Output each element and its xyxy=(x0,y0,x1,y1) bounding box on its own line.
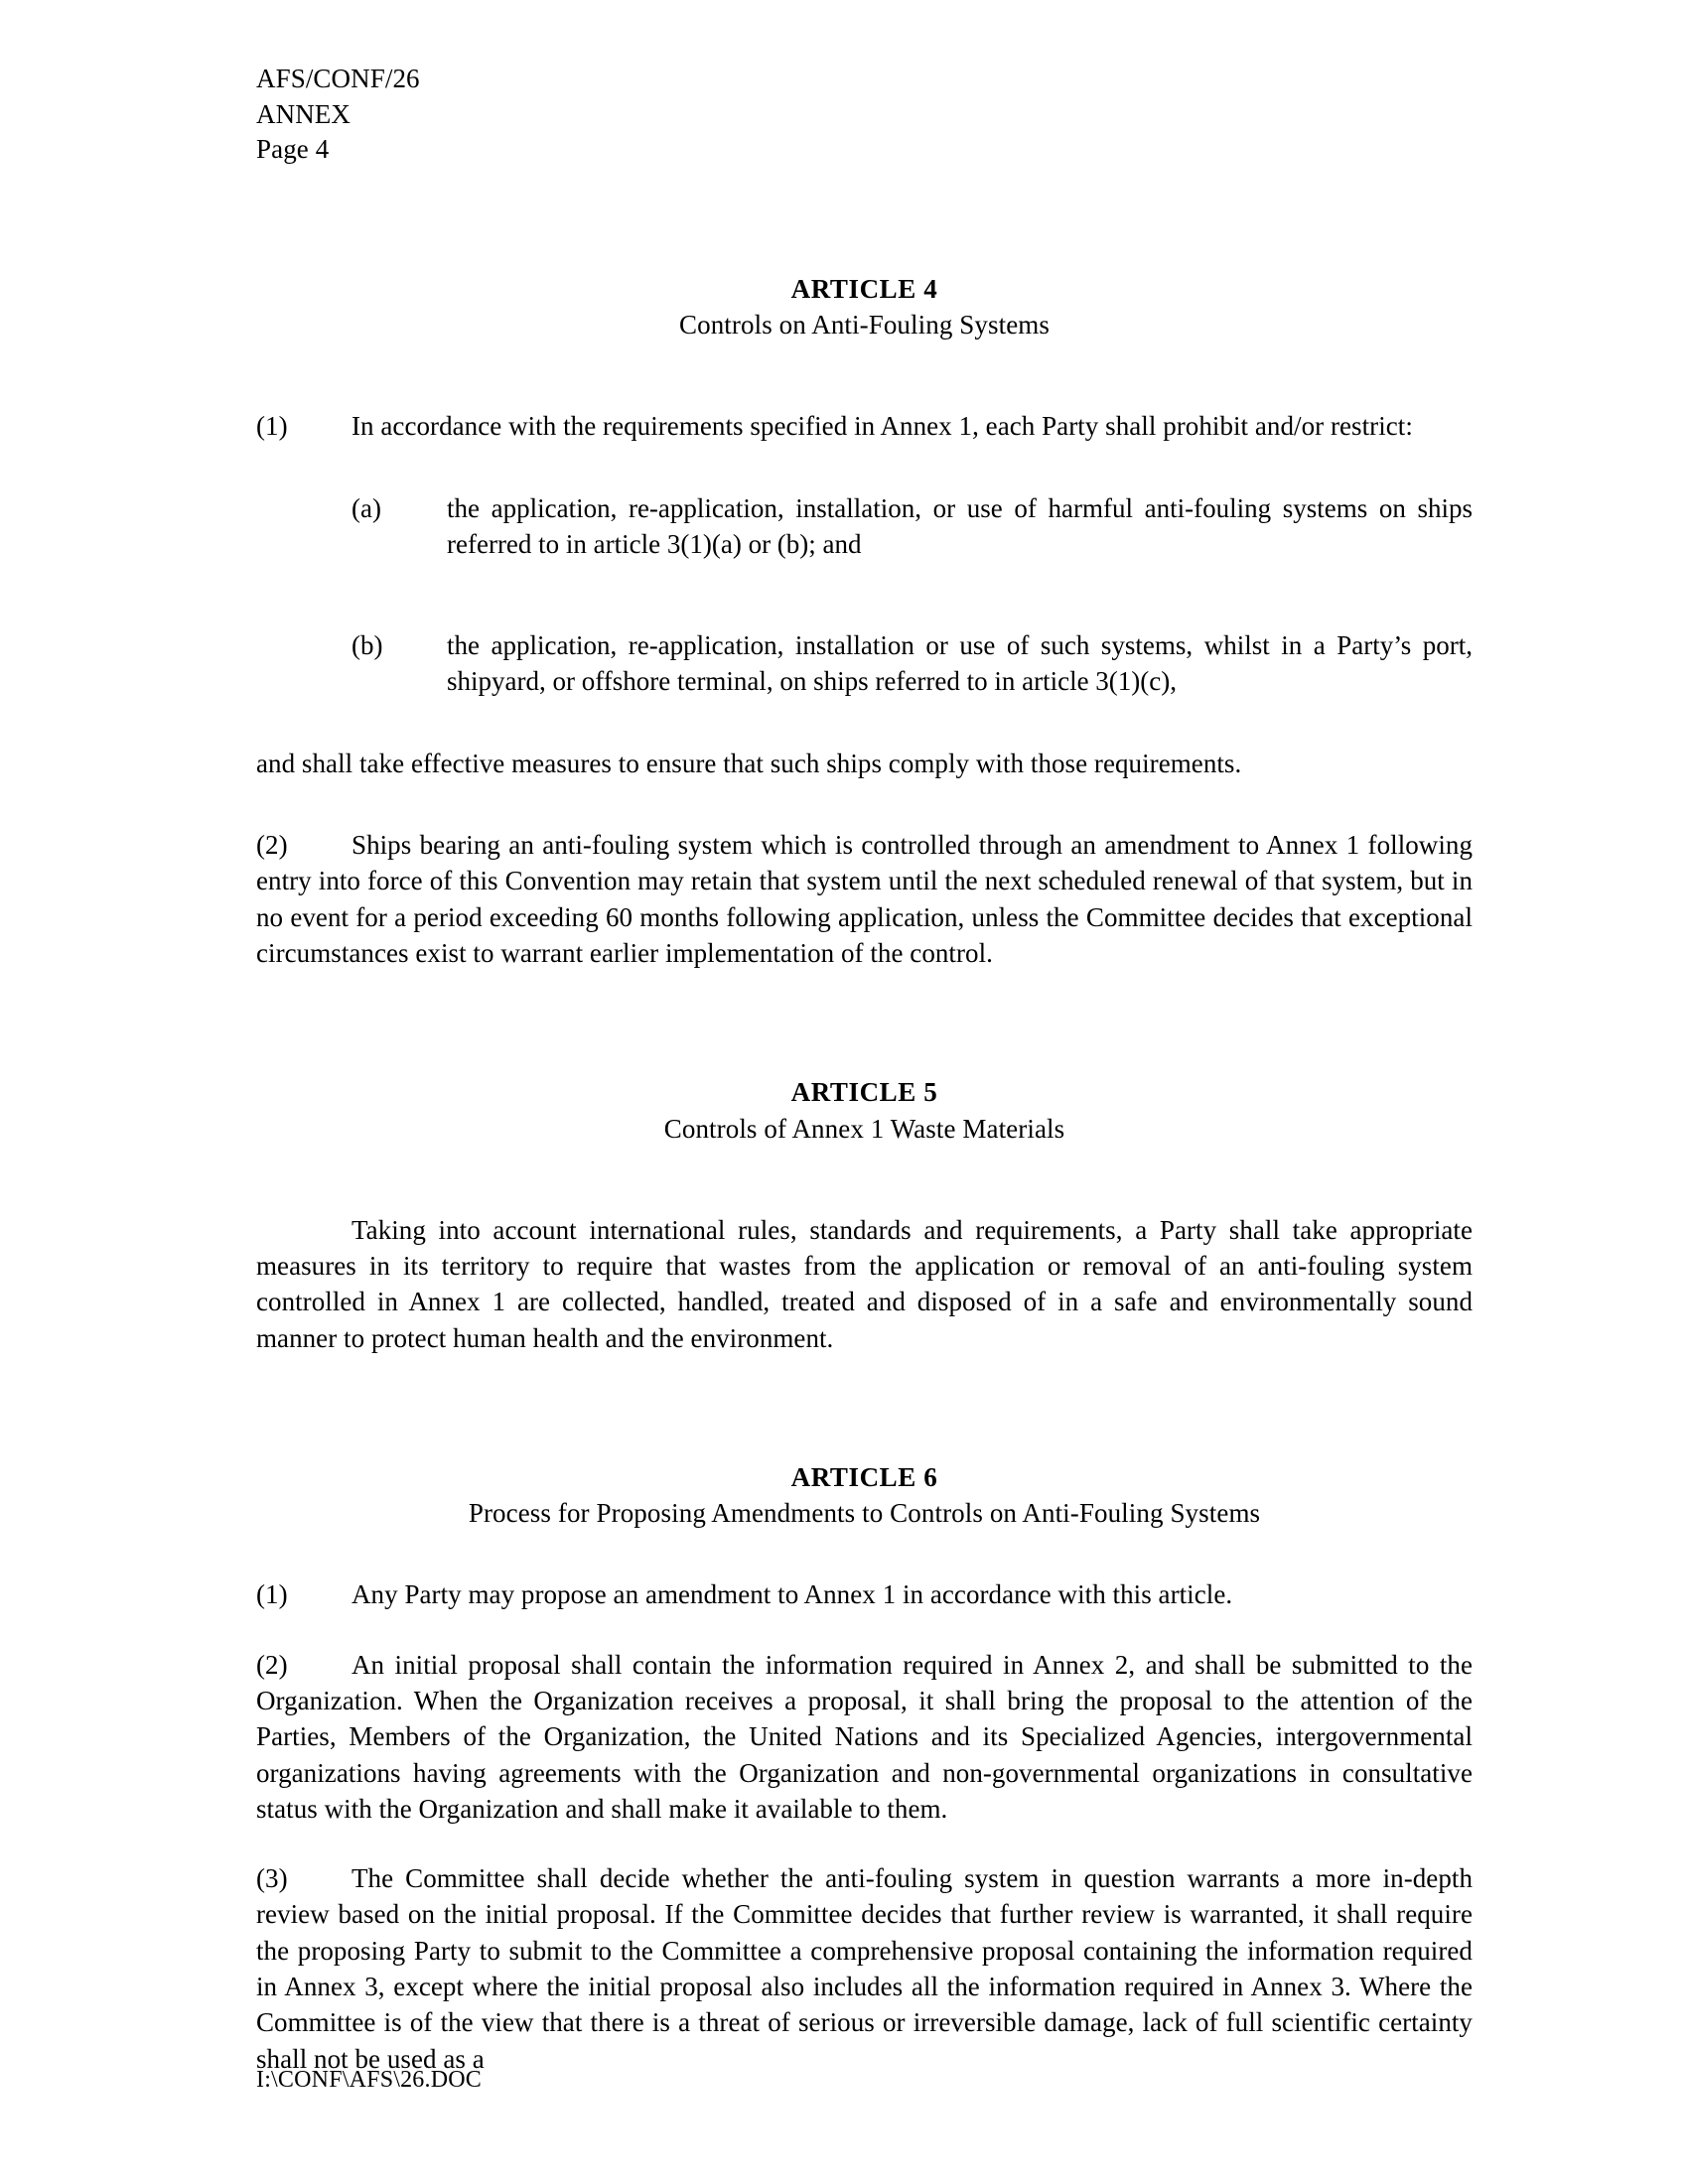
paragraph-text: The Committee shall decide whether the anti-fouling system in question warrants a more in-depth review based on the initial proposal. If the Committee decides that further review is warranted, it shall require the proposing Party to submit to the Committee a comprehensive proposal containing the information required in Annex 3, except where the initial proposal also includes all the information required in Annex 3. Where the Committee is of the view that there is a threat of serious or irreversible damage, lack of full scientific certainty shall not be used as a xyxy=(256,1863,1473,2074)
document-footer-filepath: I:\CONF\AFS\26.DOC xyxy=(256,2067,482,2093)
article-5-body: Taking into account international rules, standards and requirements, a Party shall take appropriate measures in its territory to require that wastes from the application or removal of an anti-fouling system controlled in Annex 1 are collected, handled, treated and disposed of in a safe and environmentally sound manner to protect human health and the environment. xyxy=(256,1214,1473,1353)
paragraph-marker: (2) xyxy=(256,830,288,861)
spacer xyxy=(256,342,1473,408)
spacer xyxy=(256,1147,1473,1212)
document-header xyxy=(256,62,1473,168)
spacer xyxy=(256,1827,1473,1860)
article-4-paragraph-1 xyxy=(256,408,1473,444)
spacer xyxy=(256,562,1473,627)
spacer xyxy=(256,700,1473,746)
spacer xyxy=(256,1531,1473,1576)
subitem-letter: (a) xyxy=(352,492,381,523)
article-5-title: ARTICLE 5 xyxy=(790,1077,938,1108)
header-page-number: Page 4 xyxy=(256,134,330,165)
article-6-heading xyxy=(256,1459,1473,1531)
article-5-heading xyxy=(256,1074,1473,1146)
subitem-text: the application, re-application, installation or use of such systems, whilst in a Party’s port, shipyard, or offshore terminal, on ships referred to in article 3(1)(c), xyxy=(447,630,1473,697)
spacer xyxy=(256,1613,1473,1647)
paragraph-text: Any Party may propose an amendment to Annex 1 in accordance with this article. xyxy=(352,1579,1233,1610)
paragraph-marker: (1) xyxy=(256,1579,288,1610)
spacer xyxy=(256,971,1473,1074)
article-4-closing-text: and shall take effective measures to ensure that such ships comply with those requirements. xyxy=(256,748,1242,778)
header-annex: ANNEX xyxy=(256,98,351,129)
paragraph-text: An initial proposal shall contain the information required in Annex 2, and shall be submitted to the Organization. When the Organization receives a proposal, it shall bring the proposal to the attention of the Parties, Members of the Organization, the United Nations and its Specialized Agencies, intergovernmental organizations having agreements with the Organization and non-governmental organizations in consultative status with the Organization and shall make it available to them. xyxy=(256,1649,1473,1824)
paragraph-text: Ships bearing an anti-fouling system which is controlled through an amendment to Annex 1 following entry into force of this Convention may retain that system until the next scheduled renewal of that system, but in no event for a period exceeding 60 months following application, unless the Committee decides that exceptional circumstances exist to warrant earlier implementation of the control. xyxy=(256,830,1473,969)
article-4-heading xyxy=(256,271,1473,342)
paragraph-marker: (2) xyxy=(256,1649,288,1680)
article-4-title: ARTICLE 4 xyxy=(790,273,938,304)
paragraph-text: In accordance with the requirements specified in Annex 1, each Party shall prohibit and/or restrict: xyxy=(352,411,1413,442)
article-4-subitem-b xyxy=(352,627,1473,700)
article-5-subtitle: Controls of Annex 1 Waste Materials xyxy=(663,1113,1065,1144)
article-6-paragraph-3 xyxy=(256,1860,1473,2077)
page-content xyxy=(256,62,1473,2077)
spacer xyxy=(256,781,1473,827)
article-4-subitem-a xyxy=(352,490,1473,563)
paragraph-marker: (1) xyxy=(256,411,288,442)
spacer xyxy=(256,1356,1473,1459)
article-4-paragraph-2 xyxy=(256,827,1473,971)
article-4-subtitle: Controls on Anti-Fouling Systems xyxy=(679,310,1050,341)
article-6-paragraph-2 xyxy=(256,1647,1473,1828)
subitem-letter: (b) xyxy=(352,630,383,661)
subitem-text: the application, re-application, installation, or use of harmful anti-fouling systems on ships referred to in article 3(1)(a) or (b); and xyxy=(447,492,1473,559)
header-symbol: AFS/CONF/26 xyxy=(256,64,420,93)
article-6-title: ARTICLE 6 xyxy=(790,1461,938,1492)
spacer xyxy=(256,168,1473,271)
spacer xyxy=(256,445,1473,490)
article-6-subtitle: Process for Proposing Amendments to Controls on Anti-Fouling Systems xyxy=(468,1498,1261,1529)
article-6-paragraph-1 xyxy=(256,1576,1473,1612)
paragraph-marker: (3) xyxy=(256,1863,288,1894)
